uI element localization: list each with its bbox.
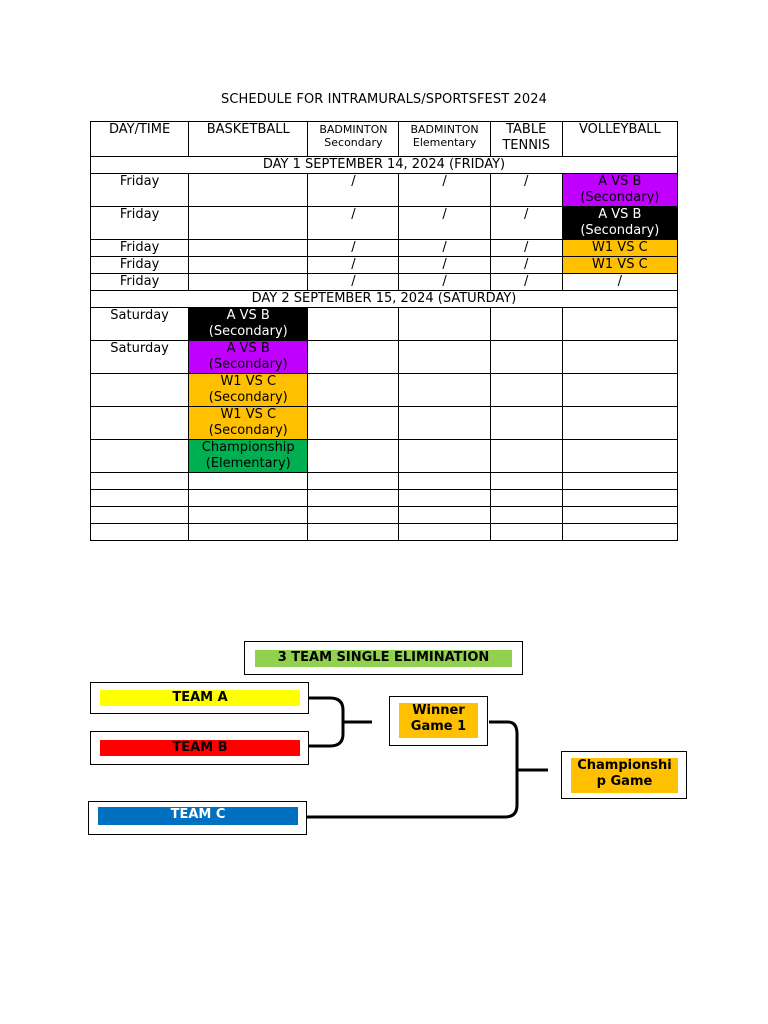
winner-game1-box bbox=[389, 696, 488, 746]
team-a-box bbox=[90, 682, 309, 714]
cell-time: Friday bbox=[91, 240, 189, 257]
day2-label: DAY 2 SEPTEMBER 15, 2024 (SATURDAY) bbox=[91, 291, 678, 308]
cell-time: Saturday bbox=[91, 308, 189, 341]
cell-time: Friday bbox=[91, 257, 189, 274]
team-b-box bbox=[90, 731, 309, 765]
cell-basketball: W1 VS C (Secondary) bbox=[189, 374, 308, 407]
championship-label: Championshi p Game bbox=[571, 758, 678, 793]
championship-box bbox=[561, 751, 687, 799]
team-b-label: TEAM B bbox=[100, 740, 300, 756]
cell-table-tennis: / bbox=[490, 274, 562, 291]
cell-basketball: Championship (Elementary) bbox=[189, 440, 308, 473]
cell-badminton-sec: / bbox=[308, 207, 399, 240]
cell-volleyball: W1 VS C bbox=[562, 240, 677, 257]
header-volleyball: VOLLEYBALL bbox=[562, 122, 677, 157]
cell-badminton-sec: / bbox=[308, 174, 399, 207]
cell-badminton-elem: / bbox=[399, 274, 490, 291]
cell-time: Saturday bbox=[91, 341, 189, 374]
cell-volleyball: A VS B (Secondary) bbox=[562, 174, 677, 207]
team-a-label: TEAM A bbox=[100, 690, 300, 706]
cell-volleyball: / bbox=[562, 274, 677, 291]
cell-table-tennis: / bbox=[490, 174, 562, 207]
header-basketball: BASKETBALL bbox=[189, 122, 308, 157]
bracket-title-box bbox=[244, 641, 523, 675]
team-c-label: TEAM C bbox=[98, 807, 298, 825]
header-daytime: DAY/TIME bbox=[91, 122, 189, 157]
cell-table-tennis: / bbox=[490, 207, 562, 240]
winner-game1-label: Winner Game 1 bbox=[399, 703, 478, 738]
cell-table-tennis: / bbox=[490, 240, 562, 257]
cell-badminton-elem: / bbox=[399, 257, 490, 274]
bracket-title: 3 TEAM SINGLE ELIMINATION bbox=[255, 650, 512, 667]
header-badminton-elementary: BADMINTON Elementary bbox=[399, 122, 490, 157]
cell-time: Friday bbox=[91, 274, 189, 291]
cell-badminton-elem: / bbox=[399, 207, 490, 240]
header-table-tennis: TABLE TENNIS bbox=[490, 122, 562, 157]
cell-time: Friday bbox=[91, 174, 189, 207]
cell-basketball: W1 VS C (Secondary) bbox=[189, 407, 308, 440]
day1-label: DAY 1 SEPTEMBER 14, 2024 (FRIDAY) bbox=[91, 157, 678, 174]
cell-time: Friday bbox=[91, 207, 189, 240]
cell-badminton-elem: / bbox=[399, 240, 490, 257]
cell-badminton-sec: / bbox=[308, 240, 399, 257]
cell-table-tennis: / bbox=[490, 257, 562, 274]
cell-badminton-elem: / bbox=[399, 174, 490, 207]
cell-volleyball: A VS B (Secondary) bbox=[562, 207, 677, 240]
cell-volleyball: W1 VS C bbox=[562, 257, 677, 274]
team-c-box bbox=[88, 801, 307, 835]
cell-basketball: A VS B (Secondary) bbox=[189, 308, 308, 341]
page-title: SCHEDULE FOR INTRAMURALS/SPORTSFEST 2024 bbox=[221, 92, 547, 107]
cell-basketball: A VS B (Secondary) bbox=[189, 341, 308, 374]
cell-badminton-sec: / bbox=[308, 274, 399, 291]
cell-badminton-sec: / bbox=[308, 257, 399, 274]
header-badminton-secondary: BADMINTON Secondary bbox=[308, 122, 399, 157]
